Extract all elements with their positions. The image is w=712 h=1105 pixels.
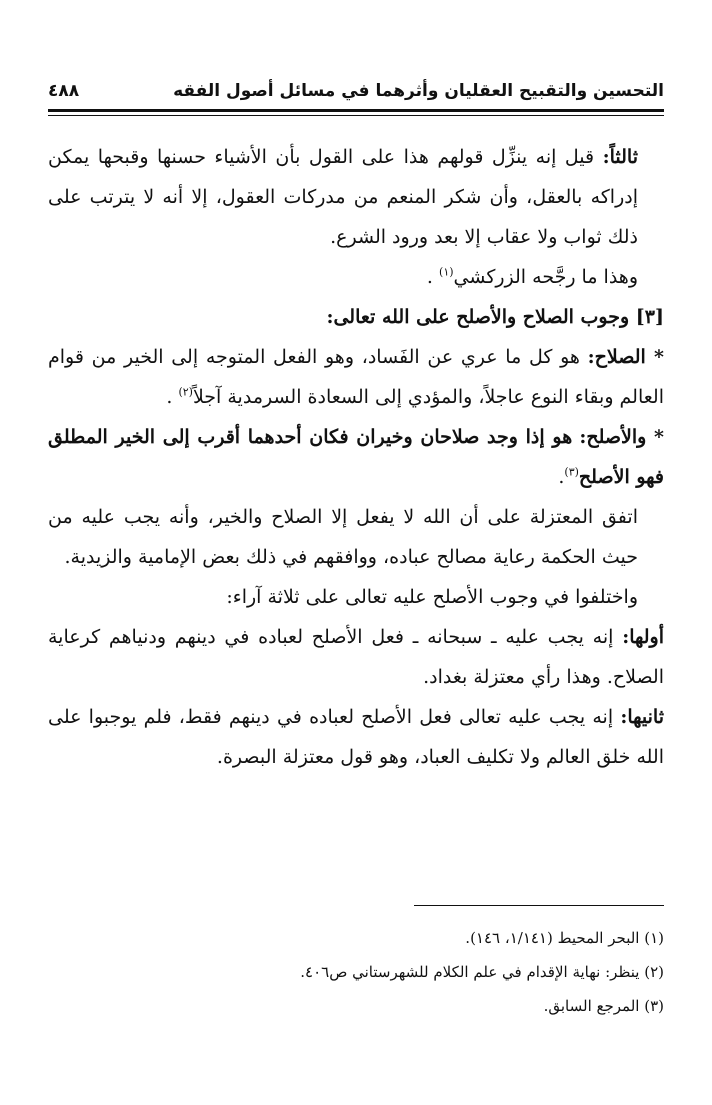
paragraph-end: . xyxy=(426,266,440,288)
page-header xyxy=(48,74,664,108)
definition-end: . xyxy=(166,386,179,408)
main-text xyxy=(48,137,664,777)
opinion-lead: أولها: xyxy=(622,626,664,648)
paragraph-disagreement: واختلفوا في وجوب الأصلح عليه تعالى على ثلاثة آراء: xyxy=(226,586,638,608)
definition-salah xyxy=(48,337,664,417)
opinion-lead: ثانيها: xyxy=(620,706,664,728)
footnote-ref-3[interactable]: (٣) xyxy=(564,465,579,479)
footnote-ref-1[interactable]: (١) xyxy=(439,265,454,279)
definition-text: هو إذا وجد صلاحان وخيران فكان أحدهما أقرب إلى الخير المطلق فهو الأصلح xyxy=(48,426,664,488)
footnote-3: (٣) المرجع السابق. xyxy=(543,997,664,1015)
definition-term: * الصلاح: xyxy=(587,346,664,368)
definition-aslah xyxy=(48,417,664,497)
footnote-ref-2[interactable]: (٢) xyxy=(178,385,193,399)
paragraph-lead: ثالثاً: xyxy=(602,146,639,168)
paragraph-zarkashi xyxy=(48,257,664,297)
opinion-second xyxy=(48,697,664,777)
section-heading: [٣] وجوب الصلاح والأصلح على الله تعالى: xyxy=(326,306,664,328)
header-rule-thin xyxy=(48,115,664,116)
header-rule-thick xyxy=(48,109,664,112)
definition-term: * والأصلح: xyxy=(579,426,664,448)
paragraph-text: وهذا ما رجَّحه الزركشي xyxy=(453,266,638,288)
running-title: التحسين والتقبيح العقليان وأثرهما في مسائل أصول الفقه xyxy=(173,81,664,101)
definition-text: هو كل ما عري عن الفَساد، وهو الفعل المتوجه إلى الخير من قوام العالم وبقاء النوع عاجلاً، والمؤدي إلى السعادة السرمدية آجلاً xyxy=(48,346,664,408)
paragraph-thalithan xyxy=(48,137,664,257)
footnotes xyxy=(48,921,664,1023)
opinion-text: إنه يجب عليه تعالى فعل الأصلح لعباده في دينهم فقط، فلم يوجبوا على الله خلق العالم ولا تكليف العباد، وهو قول معتزلة البصرة. xyxy=(48,706,664,768)
paragraph-text: قيل إنه ينزِّل قولهم هذا على القول بأن الأشياء حسنها وقبحها يمكن إدراكه بالعقل، وأن شكر المنعم من مدركات العقول، إلا أنه لا يترتب على ذلك ثواب ولا عقاب إلا بعد ورود الشرع. xyxy=(48,146,638,248)
definition-end: . xyxy=(558,466,565,488)
footnote-1: (١) البحر المحيط (١/١٤١، ١٤٦). xyxy=(465,929,664,947)
opinion-first xyxy=(48,617,664,697)
paragraph-agreement: اتفق المعتزلة على أن الله لا يفعل إلا الصلاح والخير، وأنه يجب عليه من حيث الحكمة رعاية مصالح عباده، ووافقهم في ذلك بعض الإمامية والزيدية. xyxy=(48,506,638,568)
footnote-separator xyxy=(414,905,664,906)
page-number: ٤٨٨ xyxy=(48,81,80,101)
opinion-text: إنه يجب عليه ـ سبحانه ـ فعل الأصلح لعباده في دينهم ودنياهم كرعاية الصلاح. وهذا رأي معتزلة بغداد. xyxy=(48,626,664,688)
footnote-2: (٢) ينظر: نهاية الإقدام في علم الكلام للشهرستاني ص٤٠٦. xyxy=(300,963,664,981)
